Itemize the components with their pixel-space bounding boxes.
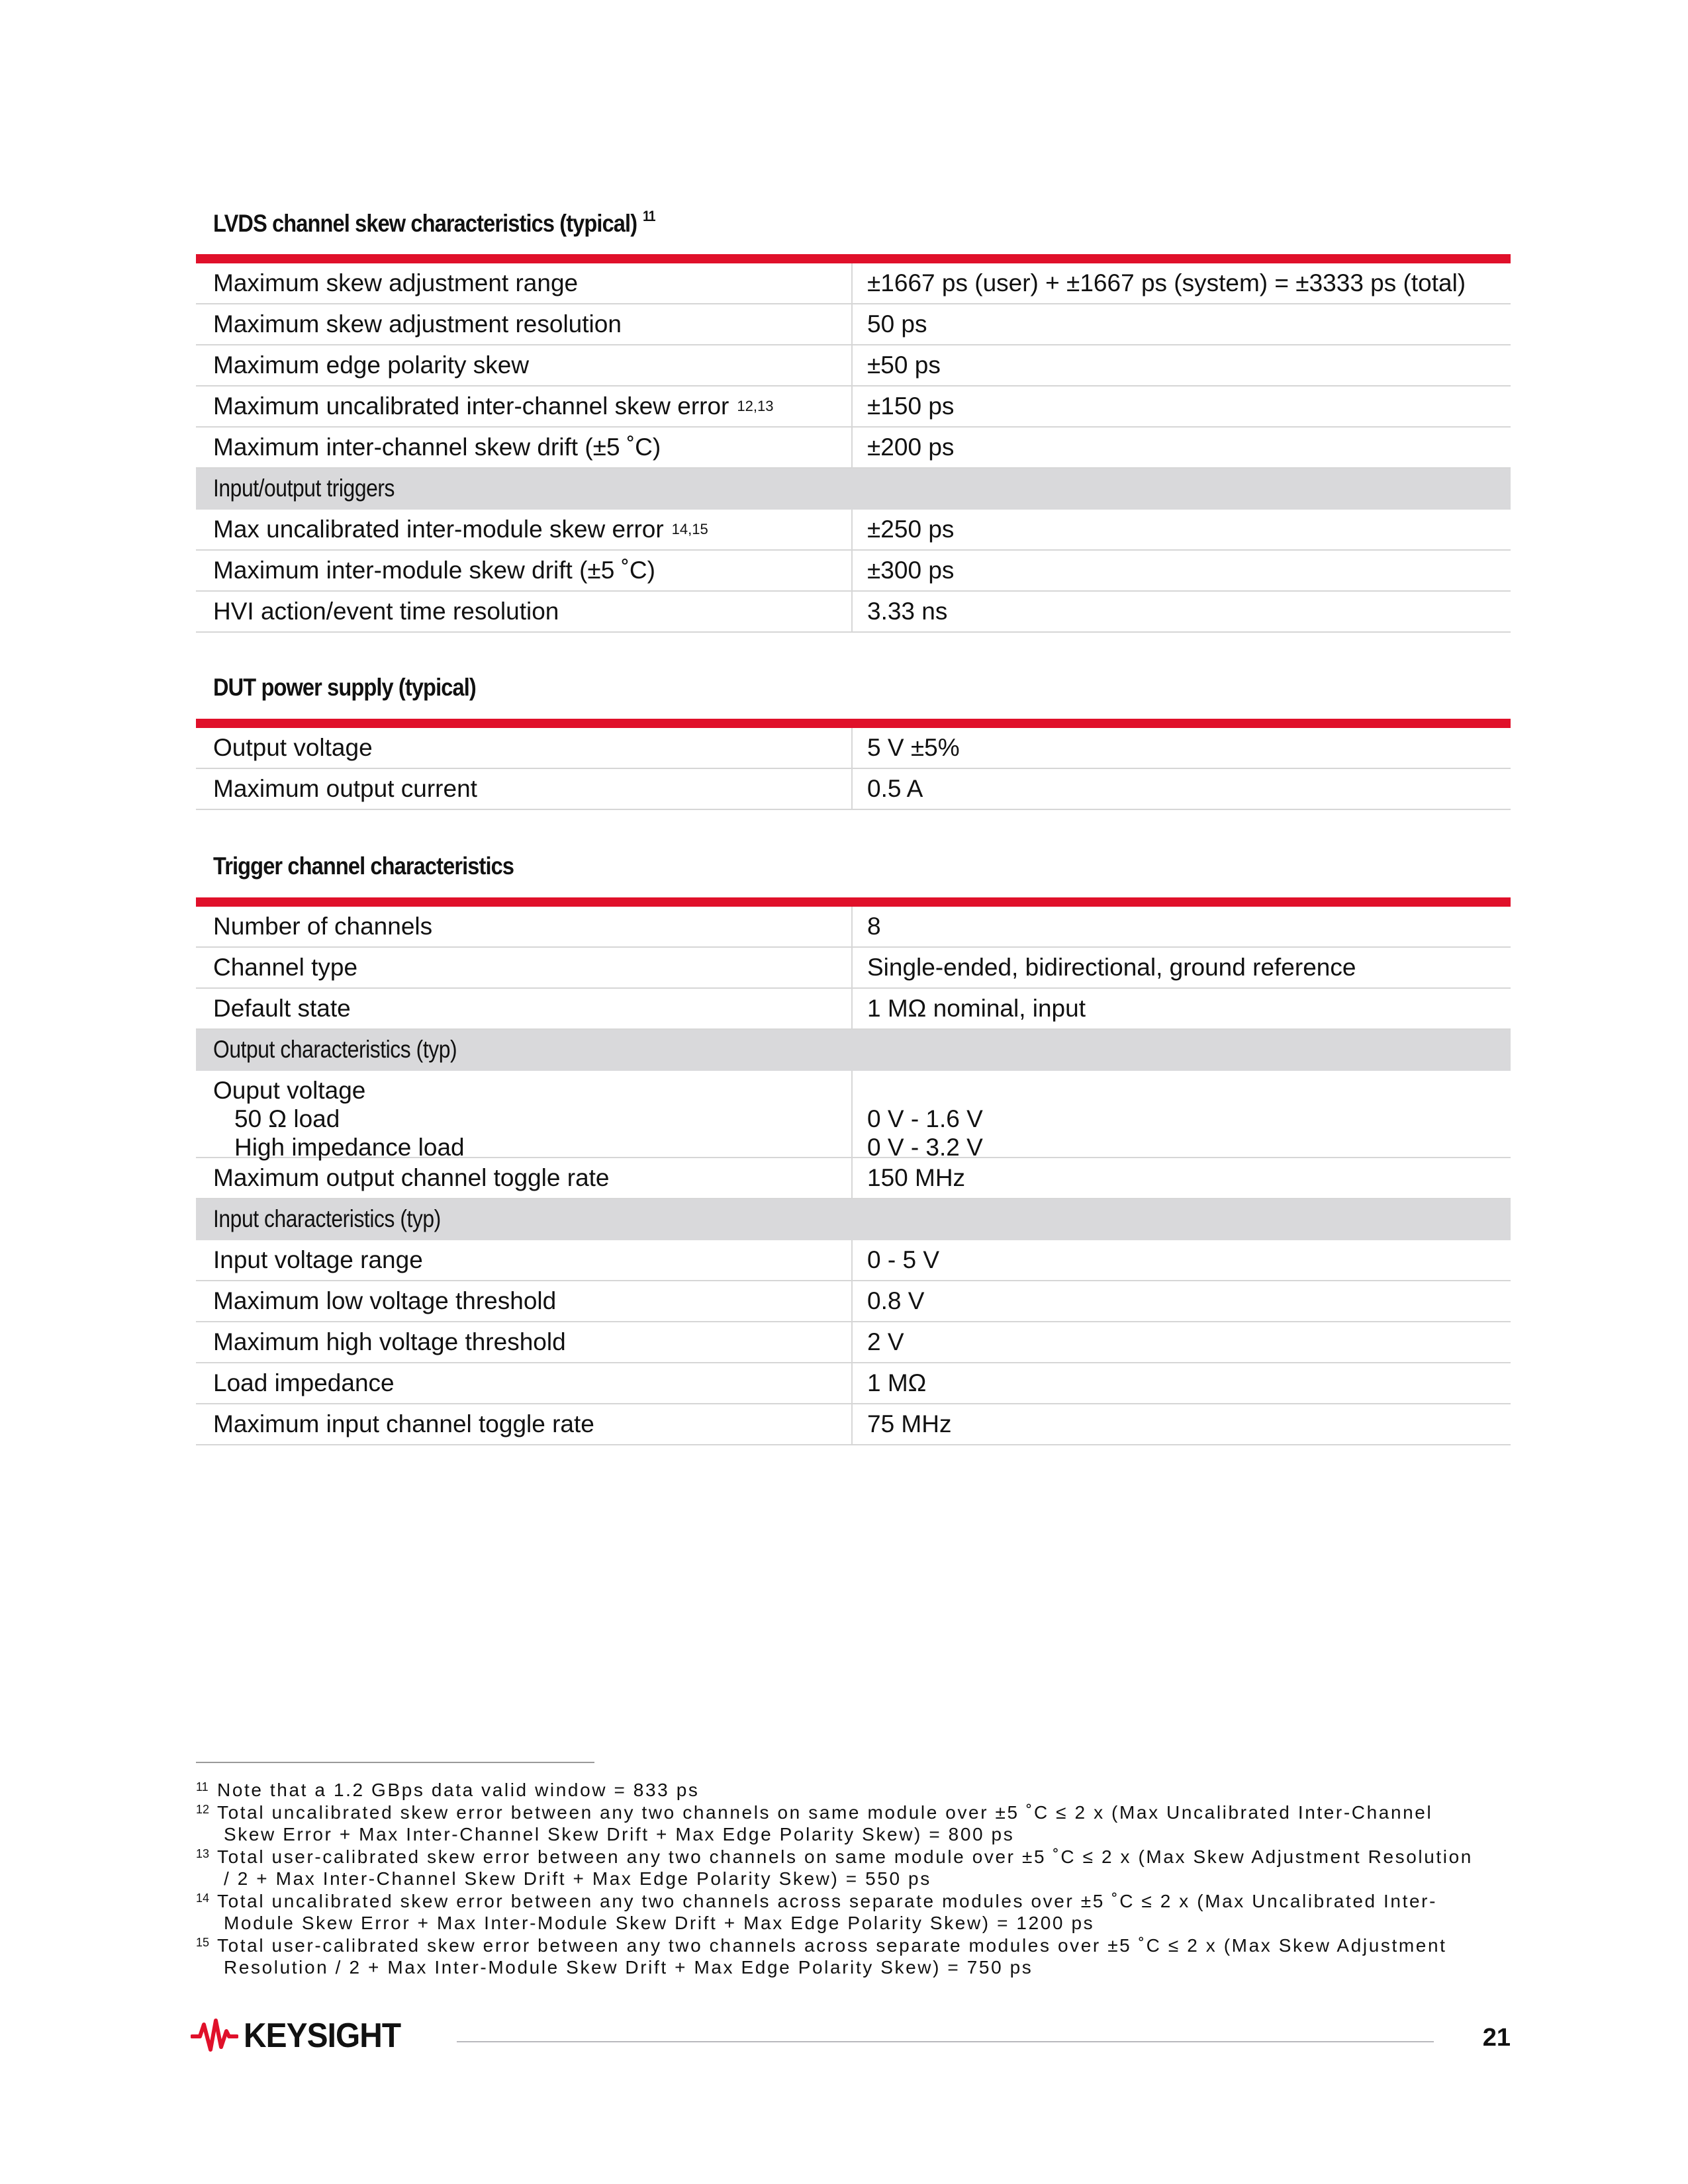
table-row: Channel type Single-ended, bidirectional, ground reference	[196, 948, 1511, 989]
brand-name: KEYSIGHT	[244, 2017, 401, 2055]
footnote-divider	[196, 1762, 594, 1763]
footnote: 15 Total user-calibrated skew error between any two channels across separate modules over ±5 ˚C ≤ 2 x (Max Skew Adjustment Resolution / 2 + Max Inter-Module Skew Drift + Max Edge Polarity Skew) = 750 ps	[196, 1934, 1447, 1978]
trigger-channel-table	[196, 897, 1511, 1445]
footnote: 11 Note that a 1.2 GBps data valid window = 833 ps	[196, 1780, 700, 1800]
table-row: Input voltage range 0 - 5 V	[196, 1240, 1511, 1281]
table-row: Maximum high voltage threshold 2 V	[196, 1322, 1511, 1363]
footer-divider	[457, 2041, 1434, 2042]
dut-power-table	[196, 719, 1511, 810]
table-row: Maximum low voltage threshold 0.8 V	[196, 1281, 1511, 1322]
table-row: HVI action/event time resolution 3.33 ns	[196, 592, 1511, 633]
lvds-skew-table	[196, 254, 1511, 633]
section-title-trigger: Trigger channel characteristics	[213, 852, 514, 880]
table-row: Maximum output current 0.5 A	[196, 769, 1511, 810]
footnote: 14 Total uncalibrated skew error between any two channels across separate modules over ±5 ˚C ≤ 2 x (Max Uncalibrated Inter- Module Skew Error + Max Inter-Module Skew Drift + Max Edge Polarity Skew) = 1200 ps	[196, 1890, 1438, 1933]
table-row: Maximum uncalibrated inter-channel skew error 12,13 ±150 ps	[196, 387, 1511, 428]
footnote-ref: 14,15	[671, 521, 708, 537]
table-subheader: Input/output triggers	[196, 469, 1511, 510]
section-title-lvds: LVDS channel skew characteristics (typical) $^{11}$	[213, 208, 655, 237]
table-row: Default state 1 MΩ nominal, input	[196, 989, 1511, 1030]
table-row: Load impedance 1 MΩ	[196, 1363, 1511, 1404]
section-title-dut-power: DUT power supply (typical)	[213, 674, 476, 701]
footnote: 13 Total user-calibrated skew error between any two channels on same module over ±5 ˚C ≤ 2 x (Max Skew Adjustment Resolution / 2 + Max Inter-Channel Skew Drift + Max Edge Polarity Skew) = 550 ps	[196, 1846, 1473, 1889]
page-number: 21	[1482, 2024, 1511, 2052]
table-row: Maximum skew adjustment resolution 50 ps	[196, 304, 1511, 345]
keysight-wave-icon	[191, 2017, 238, 2055]
table-subheader: Output characteristics (typ)	[196, 1030, 1511, 1071]
footnote-ref: 12,13	[737, 398, 774, 414]
table-row: Number of channels 8	[196, 907, 1511, 948]
table-row: Max uncalibrated inter-module skew error 14,15 ±250 ps	[196, 510, 1511, 551]
footnote: 12 Total uncalibrated skew error between any two channels on same module over ±5 ˚C ≤ 2 x (Max Uncalibrated Inter-Channel Skew Error + Max Inter-Channel Skew Drift + Max Edge Polarity Skew) = 800 ps	[196, 1801, 1433, 1844]
table-row: Maximum inter-channel skew drift (±5 ˚C) ±200 ps	[196, 428, 1511, 469]
table-row: Ouput voltage 50 Ω load High impedance load 0 V - 1.6 V 0 V - 3.2 V	[196, 1071, 1511, 1158]
table-row: Output voltage 5 V ±5%	[196, 728, 1511, 769]
table-row: Maximum edge polarity skew ±50 ps	[196, 345, 1511, 387]
table-row: Maximum input channel toggle rate 75 MHz	[196, 1404, 1511, 1445]
table-subheader: Input characteristics (typ)	[196, 1199, 1511, 1240]
table-row: Maximum inter-module skew drift (±5 ˚C) ±300 ps	[196, 551, 1511, 592]
keysight-logo	[191, 2016, 414, 2056]
table-row: Maximum output channel toggle rate 150 MHz	[196, 1158, 1511, 1199]
table-row: Maximum skew adjustment range ±1667 ps (user) + ±1667 ps (system) = ±3333 ps (total)	[196, 263, 1511, 304]
footnotes	[196, 1779, 1511, 1979]
